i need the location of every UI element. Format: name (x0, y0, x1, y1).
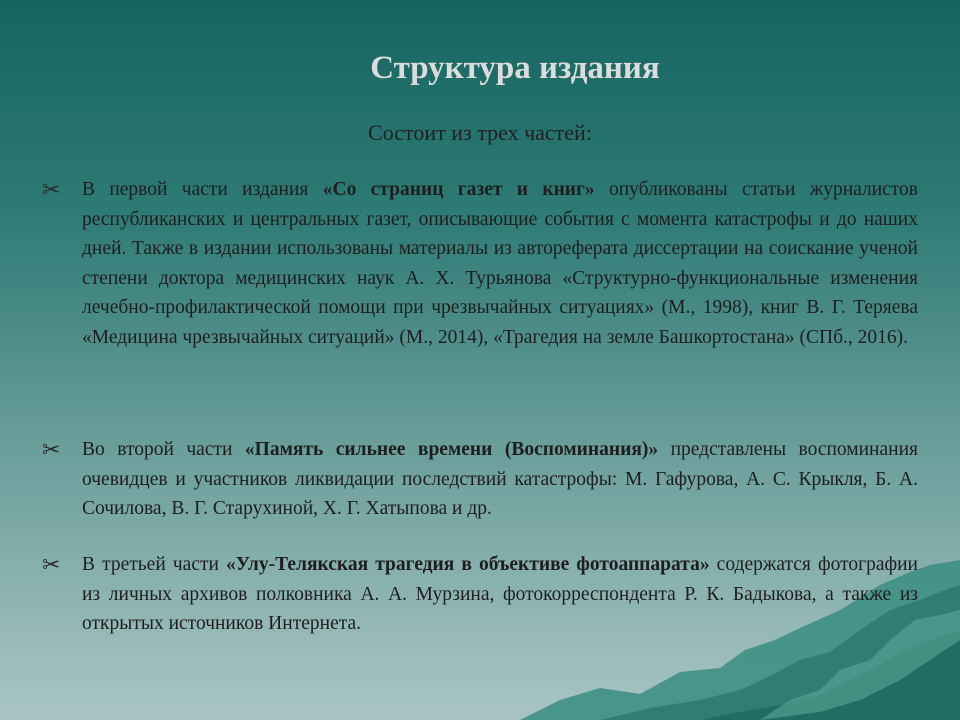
bullet-bold-title: «Со страниц газет и книг» (322, 179, 595, 200)
bullet-bold-title: «Память сильнее времени (Воспоминания)» (244, 439, 659, 460)
scissors-icon: ✂ (42, 553, 61, 578)
bullet-item-part-three (42, 550, 918, 639)
bullet-bold-title: «Улу-Телякская трагедия в объективе фотоаппарата» (226, 554, 710, 575)
bullet-text: В первой части издания «Со страниц газет и книг» опубликованы статьи журналистов республиканских и центральных газет, описывающие события с момента катастрофы и до наших дней. Также в издании использованы материалы из автореферата диссертации на соискание ученой степени доктора медицинских наук А. Х. Турьянова «Структурно-функциональные изменения лечебно-профилактической помощи при чрезвычайных ситуациях» (М., 1998), книг В. Г. Теряева «Медицина чрезвычайных ситуаций» (М., 2014), «Трагедия на земле Башкортостана» (СПб., 2016). (82, 179, 919, 348)
bullet-item-part-two (42, 435, 918, 524)
scissors-icon: ✂ (42, 438, 61, 463)
slide-subtitle: Состоит из трех частей: (368, 120, 592, 145)
bullet-text: Во второй части «Память сильнее времени (Воспоминания)» представлены воспоминания очевидцев и участников ликвидации последствий катастрофы: М. Гафурова, А. С. Крыкля, Б. А. Сочилова, В. Г. Старухиной, Х. Г. Хатыпова и др. (82, 439, 918, 519)
slide-title: Структура издания (370, 50, 660, 86)
scissors-icon: ✂ (42, 178, 61, 203)
bullet-text: В третьей части «Улу-Телякская трагедия в объективе фотоаппарата» содержатся фотографии из личных архивов полковника А. А. Мурзина, фотокорреспондента Р. К. Бадыкова, а также из открытых источников Интернета. (82, 554, 918, 634)
bullet-item-part-one (42, 175, 918, 352)
